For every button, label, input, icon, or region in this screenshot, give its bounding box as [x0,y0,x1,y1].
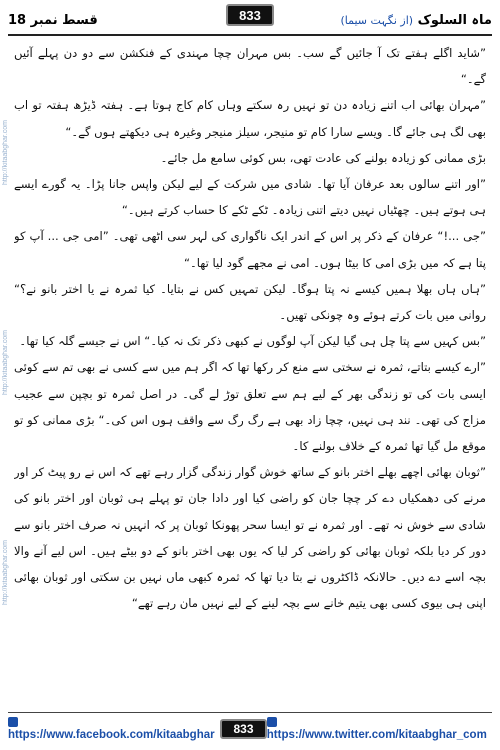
twitter-link[interactable] [267,717,492,741]
story-text [14,40,486,690]
paragraph: ”جی ...!“ عرفان کے ذکر پر اس کے اندر ایک ناگواری کی لہر سی اٹھی تھی۔ ”امی جی ... آپ کو پتا ہے کہ میں بڑی امی کا بیٹا ہوں۔ امی نے مجھے گود لیا تھا۔“ [14,229,486,270]
page-number-top: 833 [226,4,274,26]
paragraph: ”ثوبان بھائی اچھے بھلے اختر بانو کے ساتھ خوش گوار زندگی گزار رہے تھے کہ اس نے رو پیٹ کر اور مرنے کی دھمکیاں دے کر چچا جان کو راضی کیا اور دادا جان تو پہلے ہی ثوبان اور اختر بانو کی شادی سے خوش نہ تھے۔ اور ثمرہ نے تو ایسا سحر پھونکا ثوبان پر کہ انہیں نہ صرف اختر بانو سے دور کر دیا بلکہ ثوبان بھائی کو راضی کر لیا کہ یوں بھی اختر بانو کے دو بیٹے ہیں۔ اس لیے آنے والا بچہ اسے دے دیں۔ حالانکہ ڈاکٹروں نے بتا دیا تھا کہ ثمرہ کبھی ماں نہیں بن سکتی اور ثوبان بھائی اپنی ہی بیوی کسی بھی یتیم خانے سے بچہ لینے کے لیے نہیں مان رہے تھے“ [14,465,486,611]
author-text: (از نگہت سیما) [340,13,414,27]
novel-title [340,13,492,28]
footer-divider [8,712,492,713]
facebook-icon [8,717,18,727]
facebook-url: https://www.facebook.com/kitaabghar [8,729,215,741]
watermark-1: http://kitaabghar.com [2,120,9,185]
twitter-icon [267,717,277,727]
episode-label: قسط نمبر 18 [8,12,98,28]
title-text: ماہ السلوک [417,12,492,28]
paragraph: ”اور اتنے سالوں بعد عرفان آیا تھا۔ شادی میں شرکت کے لیے لیکن واپس جانا پڑا۔ یہ گورے ایسے ہی ہوتے ہیں۔ چھٹیاں نہیں دیتے اتنی زیادہ۔ ٹکے ٹکے کا حساب کرتے ہیں۔“ [14,177,486,218]
paragraph: ”ارے کیسے بتاتے، ثمرہ نے سختی سے منع کر رکھا تھا کہ اگر ہم میں سے کسی نے بھی تم سے کوئی ایسی بات کی تو زندگی بھر کے لیے ہم سے تعلق توڑ لے گی۔ در اصل ثمرہ تو بچپن سے عجیب مزاج کی تھی۔ نند ہی نہیں، چچا زاد بھی ہے رگ رگ سے واقف ہوں اس کی۔“ بڑی ممانی کو تو موقع مل گیا تھا ثمرہ کے خلاف بولنے کا۔ [14,360,486,454]
watermark-3: http://kitaabghar.com [2,540,9,605]
facebook-link[interactable] [8,717,220,741]
watermark-2: http://kitaabghar.com [2,330,9,395]
paragraph: ”ہاں ہاں بھلا ہمیں کیسے نہ پتا ہوگا۔ لیکن تمہیں کس نے بتایا۔ کیا ثمرہ نے یا اختر بانو نے؟“ روانی میں بات کرتے ہوئے وہ چونکی تھیں۔ [14,281,486,323]
paragraph: ”مہران بھائی اب اتنے زیادہ دن تو نہیں رہ سکتے وہاں کام کاج ہوتا ہے۔ ہفتہ ڈیڑھ ہفتہ تو اب بھی لگ ہی جائے گا۔ ویسے سارا کام تو منیجر، سیلز منیجر وغیرہ ہی دیکھتے ہوں گے۔“ [14,98,486,139]
paragraph: ”شاید اگلے ہفتے تک آ جائیں گے سب۔ بس مہران چچا مہندی کے فنکشن سے دو دن پہلے آئیں گے۔“ [14,46,486,87]
paragraph: بڑی ممانی کو زیادہ بولنے کی عادت تھی، بس کوئی سامع مل جائے۔ [160,150,486,165]
twitter-url: https://www.twitter.com/kitaabghar_com [266,729,487,741]
header-divider [8,34,492,36]
paragraph: ”بس کہیں سے پتا چل ہی گیا لیکن آپ لوگوں نے کبھی ذکر تک نہ کیا۔“ اس نے جیسے گلہ کیا تھا۔ [19,334,486,349]
page-footer [8,716,492,742]
page-number-bottom: 833 [220,719,267,739]
